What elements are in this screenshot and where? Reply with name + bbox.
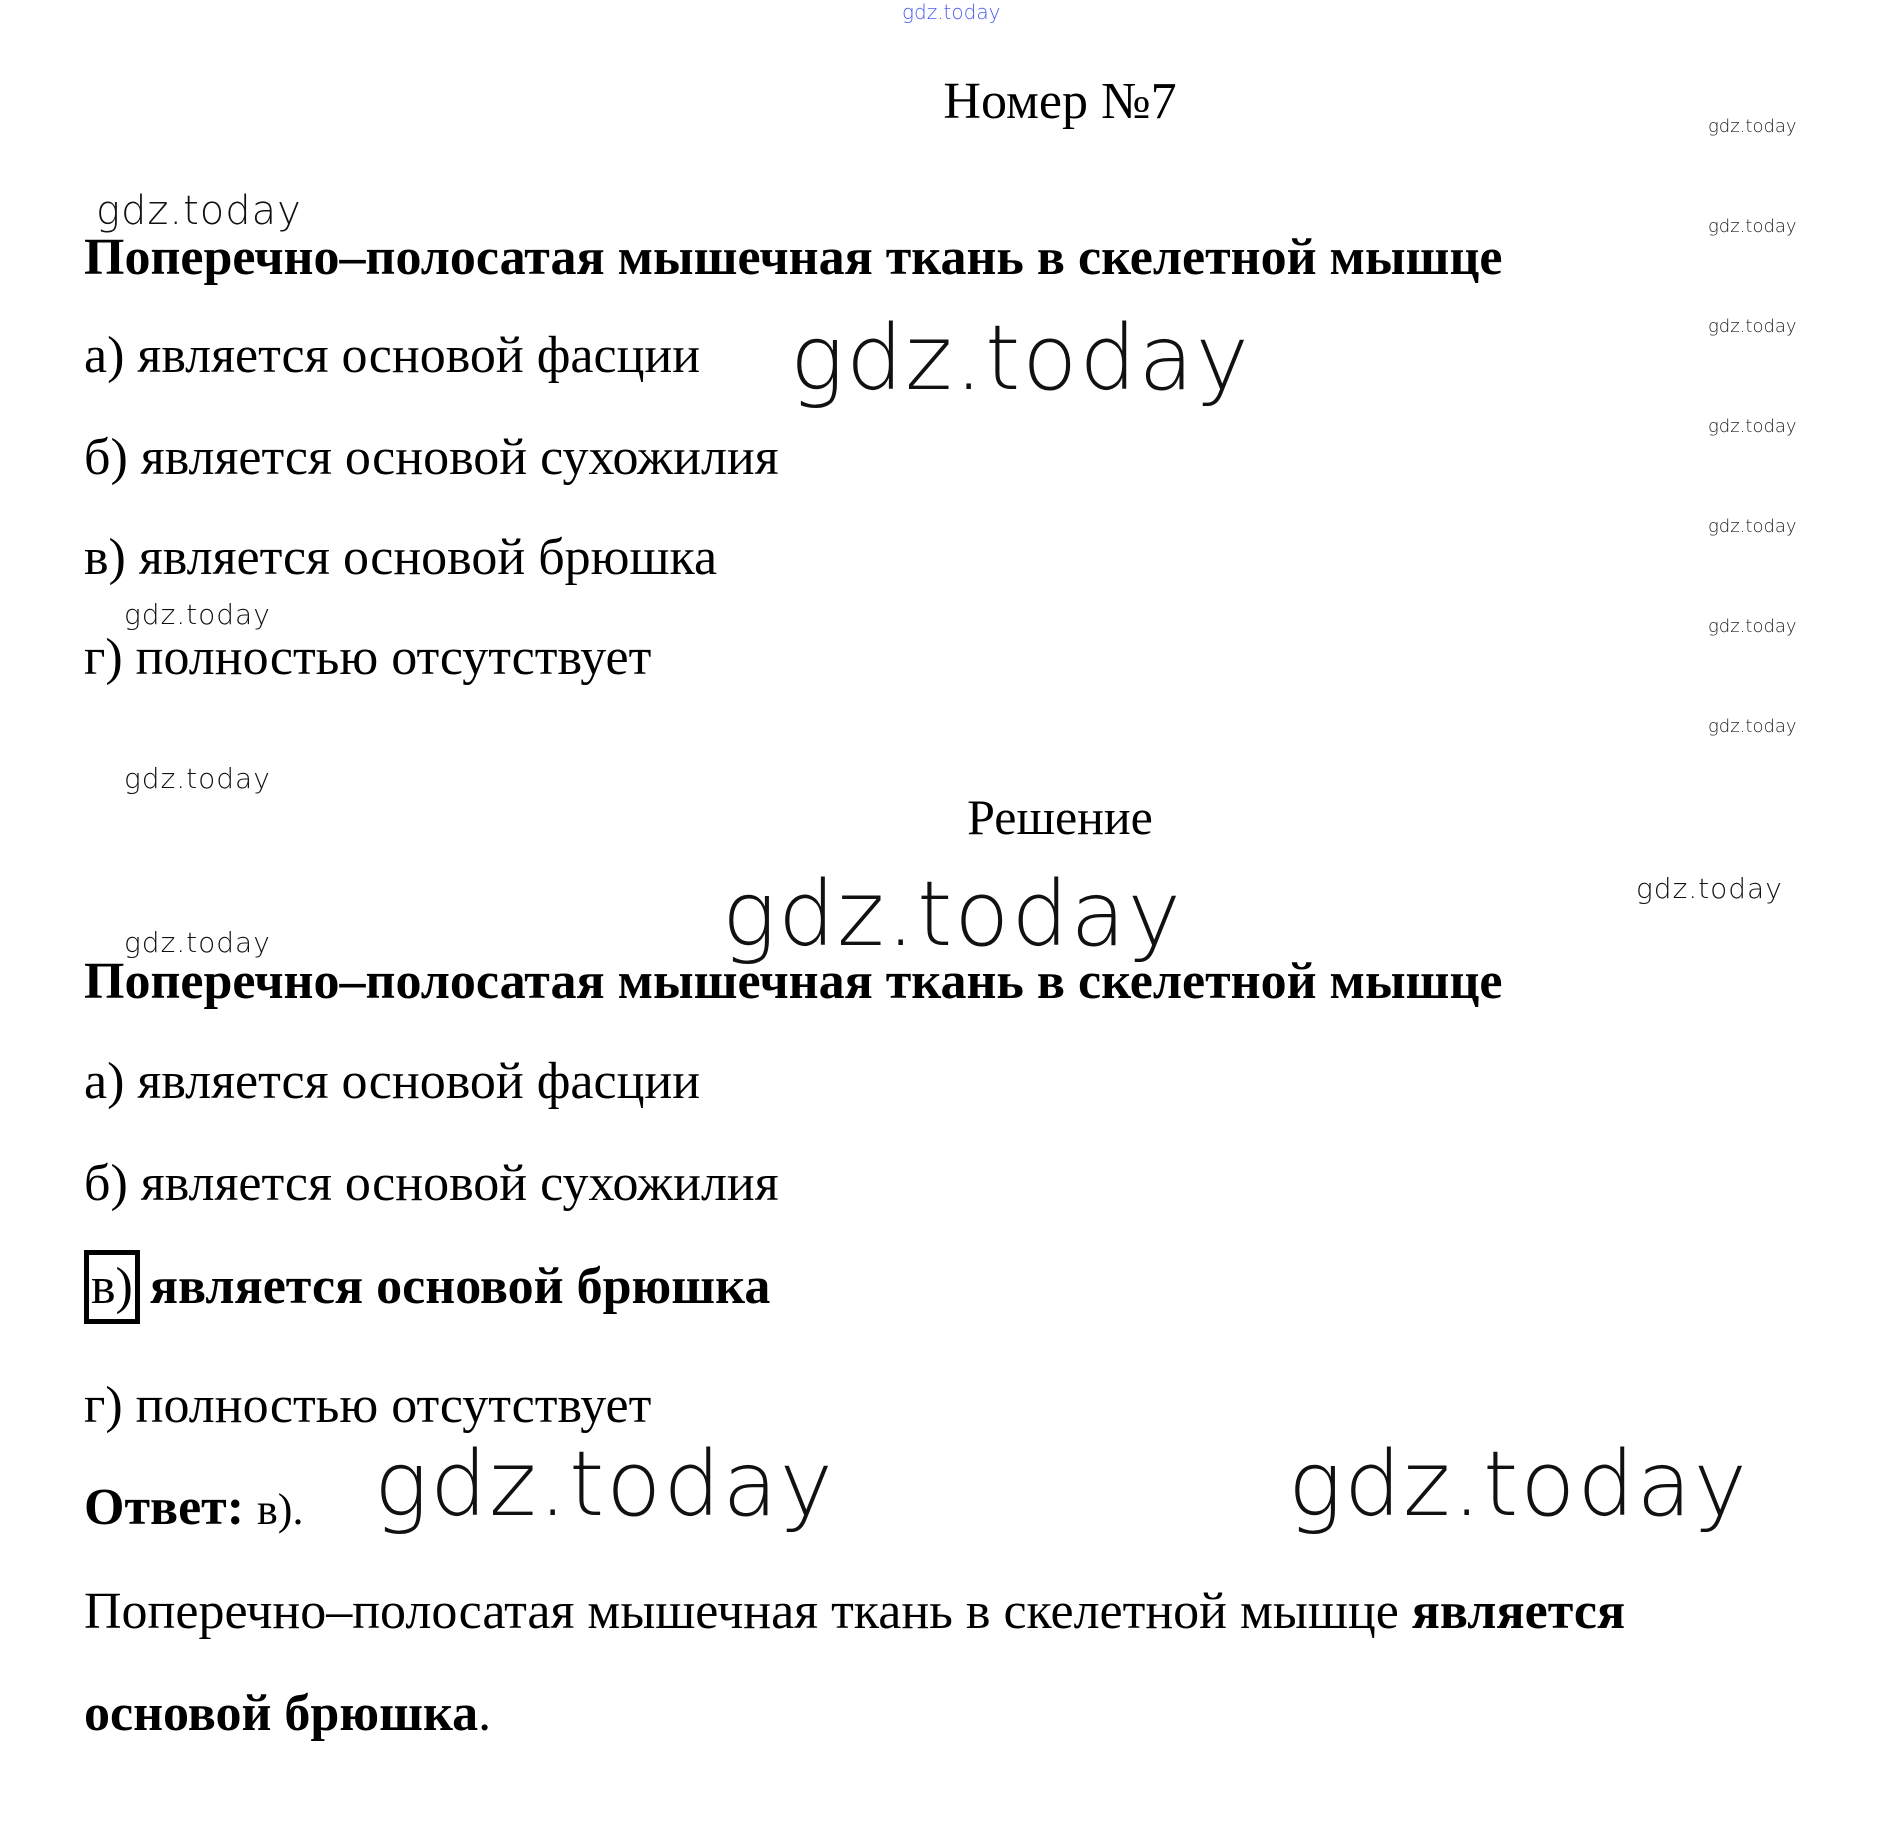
solution-option-a: а) является основой фасции	[84, 1053, 701, 1110]
question-option-d: г) полностью отсутствует	[84, 629, 652, 686]
watermark-medium: gdz.today	[124, 926, 271, 959]
answer-value: в).	[257, 1485, 304, 1534]
explanation-line-2	[84, 1684, 491, 1743]
watermark-large: gdz.today	[790, 306, 1251, 411]
explanation-line-1	[84, 1582, 1625, 1641]
watermark-small: gdz.today	[1708, 416, 1797, 437]
page-title: Номер №7	[943, 73, 1177, 130]
watermark-top: gdz.today	[902, 0, 1001, 24]
watermark-large: gdz.today	[374, 1432, 835, 1537]
explanation-text: Поперечно–полосатая мышечная ткань в скелетной мышце	[84, 1583, 1399, 1640]
question-option-b: б) является основой сухожилия	[84, 429, 779, 486]
watermark-medium: gdz.today	[124, 762, 271, 795]
watermark-large: gdz.today	[722, 862, 1183, 967]
selected-option-text: является основой брюшка	[149, 1258, 771, 1315]
answer-line	[84, 1478, 303, 1537]
question-option-a: а) является основой фасции	[84, 327, 701, 384]
question-heading: Поперечно–полосатая мышечная ткань в скелетной мышце	[84, 229, 1503, 286]
explanation-bold: основой брюшка	[84, 1685, 479, 1742]
watermark-medium: gdz.today	[124, 598, 271, 631]
answer-label: Ответ:	[84, 1479, 245, 1536]
watermark-small: gdz.today	[1708, 516, 1797, 537]
question-option-c: в) является основой брюшка	[84, 529, 718, 586]
watermark-small: gdz.today	[1708, 616, 1797, 637]
solution-label: Решение	[967, 789, 1153, 845]
watermark-small: gdz.today	[1708, 716, 1797, 737]
watermark-medium: gdz.today	[1636, 872, 1783, 905]
watermark-small: gdz.today	[1708, 216, 1797, 237]
solution-option-d: г) полностью отсутствует	[84, 1377, 652, 1434]
explanation-end: .	[478, 1685, 492, 1742]
solution-heading: Поперечно–полосатая мышечная ткань в скелетной мышце	[84, 953, 1503, 1010]
watermark-large: gdz.today	[1288, 1432, 1749, 1537]
selected-marker-box: в)	[84, 1250, 140, 1324]
explanation-bold: является	[1411, 1583, 1626, 1640]
solution-option-selected	[84, 1250, 770, 1324]
watermark-small: gdz.today	[1708, 116, 1797, 137]
watermark-small: gdz.today	[1708, 316, 1797, 337]
watermark-medium: gdz.today	[96, 188, 302, 234]
solution-option-b: б) является основой сухожилия	[84, 1155, 779, 1212]
